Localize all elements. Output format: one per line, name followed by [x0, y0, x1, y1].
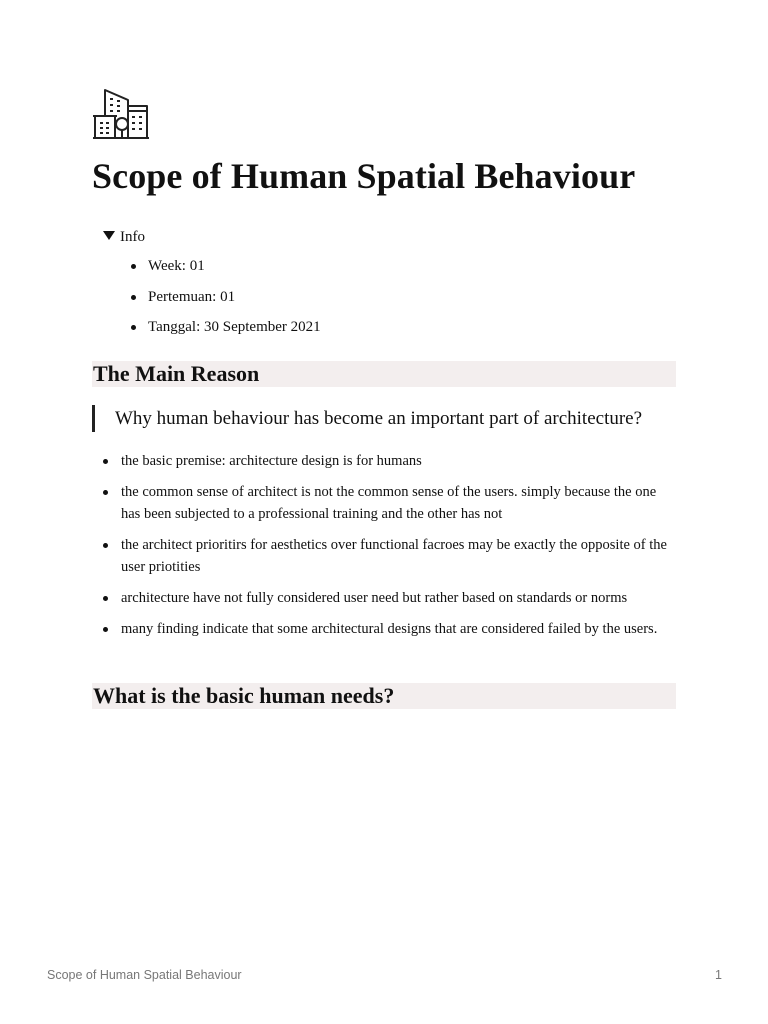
- reason-item: the basic premise: architecture design is for humans: [103, 450, 678, 472]
- info-item-tanggal: Tanggal: 30 September 2021: [131, 317, 321, 337]
- info-item-pertemuan: Pertemuan: 01: [131, 287, 321, 307]
- info-item-week: Week: 01: [131, 256, 321, 276]
- reason-item: architecture have not fully considered user need but rather based on standards or norms: [103, 587, 678, 609]
- reason-item: the architect prioritirs for aesthetics over functional facroes may be exactly the opposite of the user priotities: [103, 534, 678, 578]
- heading-main-reason: The Main Reason: [92, 361, 676, 387]
- page-title: Scope of Human Spatial Behaviour: [92, 156, 636, 196]
- info-list: [131, 256, 321, 348]
- quote-block: Why human behaviour has become an important part of architecture?: [92, 405, 642, 432]
- reason-item: the common sense of architect is not the common sense of the users. simply because the one has been subjected to a professional training and the other has not: [103, 481, 678, 525]
- city-buildings-icon: [92, 86, 150, 140]
- info-toggle[interactable]: [103, 228, 145, 246]
- footer-doc-title: Scope of Human Spatial Behaviour: [47, 968, 242, 982]
- triangle-down-icon[interactable]: [103, 231, 115, 240]
- reason-item: many finding indicate that some architectural designs that are considered failed by the users.: [103, 618, 678, 640]
- reason-list: [103, 450, 678, 649]
- info-toggle-label: Info: [120, 229, 145, 245]
- footer-page-number: 1: [715, 968, 722, 982]
- heading-basic-needs: What is the basic human needs?: [92, 683, 676, 709]
